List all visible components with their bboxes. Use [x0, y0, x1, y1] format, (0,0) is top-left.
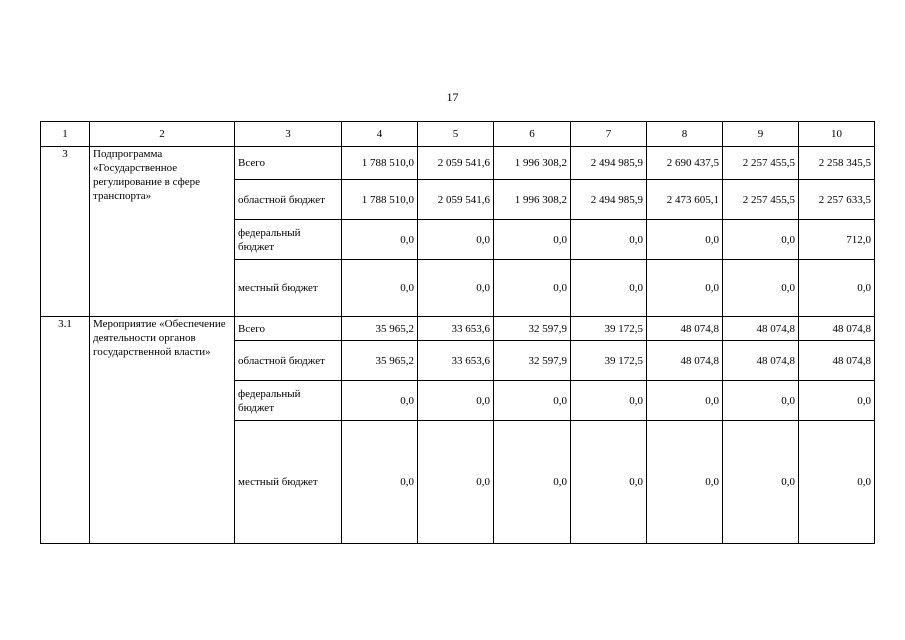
value-cell: 2 257 633,5	[799, 180, 875, 220]
value-cell: 0,0	[647, 220, 723, 260]
value-cell: 48 074,8	[723, 341, 799, 381]
budget-table	[40, 121, 875, 544]
value-cell: 39 172,5	[571, 317, 647, 341]
header-row	[41, 122, 875, 147]
row-name: Мероприятие «Обеспечение деятельности органов государственной власти»	[90, 317, 235, 544]
value-cell: 48 074,8	[799, 317, 875, 341]
funding-type: Всего	[235, 317, 342, 341]
value-cell: 0,0	[723, 381, 799, 421]
table-row	[41, 317, 875, 341]
value-cell: 2 690 437,5	[647, 147, 723, 180]
value-cell: 0,0	[647, 381, 723, 421]
value-cell: 0,0	[342, 421, 418, 544]
value-cell: 0,0	[799, 260, 875, 317]
value-cell: 0,0	[723, 260, 799, 317]
value-cell: 2 494 985,9	[571, 147, 647, 180]
value-cell: 0,0	[799, 381, 875, 421]
value-cell: 2 059 541,6	[418, 180, 494, 220]
value-cell: 0,0	[799, 421, 875, 544]
funding-type: местный бюджет	[235, 421, 342, 544]
value-cell: 1 996 308,2	[494, 180, 571, 220]
value-cell: 0,0	[494, 421, 571, 544]
value-cell: 32 597,9	[494, 317, 571, 341]
value-cell: 0,0	[494, 260, 571, 317]
funding-type: федеральный бюджет	[235, 381, 342, 421]
header-cell: 2	[90, 122, 235, 147]
value-cell: 0,0	[647, 421, 723, 544]
header-cell: 3	[235, 122, 342, 147]
header-cell: 7	[571, 122, 647, 147]
header-cell: 1	[41, 122, 90, 147]
table-row	[41, 147, 875, 180]
value-cell: 0,0	[571, 381, 647, 421]
value-cell: 0,0	[571, 260, 647, 317]
page-number: 17	[446, 90, 459, 104]
value-cell: 33 653,6	[418, 341, 494, 381]
row-code: 3	[41, 147, 90, 317]
row-code: 3.1	[41, 317, 90, 544]
header-cell: 4	[342, 122, 418, 147]
value-cell: 2 473 605,1	[647, 180, 723, 220]
header-cell: 10	[799, 122, 875, 147]
header-cell: 5	[418, 122, 494, 147]
header-cell: 9	[723, 122, 799, 147]
value-cell: 0,0	[418, 260, 494, 317]
value-cell: 33 653,6	[418, 317, 494, 341]
value-cell: 0,0	[418, 381, 494, 421]
header-cell: 6	[494, 122, 571, 147]
value-cell: 1 788 510,0	[342, 180, 418, 220]
value-cell: 0,0	[418, 220, 494, 260]
value-cell: 0,0	[723, 421, 799, 544]
value-cell: 2 494 985,9	[571, 180, 647, 220]
funding-type: областной бюджет	[235, 341, 342, 381]
value-cell: 48 074,8	[723, 317, 799, 341]
value-cell: 1 788 510,0	[342, 147, 418, 180]
funding-type: федеральный бюджет	[235, 220, 342, 260]
value-cell: 712,0	[799, 220, 875, 260]
value-cell: 0,0	[571, 220, 647, 260]
value-cell: 0,0	[571, 421, 647, 544]
header-cell: 8	[647, 122, 723, 147]
value-cell: 48 074,8	[647, 317, 723, 341]
value-cell: 2 257 455,5	[723, 147, 799, 180]
value-cell: 32 597,9	[494, 341, 571, 381]
value-cell: 48 074,8	[799, 341, 875, 381]
value-cell: 48 074,8	[647, 341, 723, 381]
value-cell: 35 965,2	[342, 341, 418, 381]
value-cell: 0,0	[723, 220, 799, 260]
value-cell: 0,0	[342, 381, 418, 421]
value-cell: 0,0	[494, 220, 571, 260]
value-cell: 39 172,5	[571, 341, 647, 381]
value-cell: 0,0	[342, 220, 418, 260]
value-cell: 0,0	[647, 260, 723, 317]
value-cell: 0,0	[418, 421, 494, 544]
value-cell: 2 257 455,5	[723, 180, 799, 220]
value-cell: 0,0	[342, 260, 418, 317]
funding-type: местный бюджет	[235, 260, 342, 317]
value-cell: 1 996 308,2	[494, 147, 571, 180]
funding-type: областной бюджет	[235, 180, 342, 220]
funding-type: Всего	[235, 147, 342, 180]
value-cell: 2 059 541,6	[418, 147, 494, 180]
value-cell: 35 965,2	[342, 317, 418, 341]
value-cell: 2 258 345,5	[799, 147, 875, 180]
row-name: Подпрограмма «Государственное регулирование в сфере транспорта»	[90, 147, 235, 317]
value-cell: 0,0	[494, 381, 571, 421]
